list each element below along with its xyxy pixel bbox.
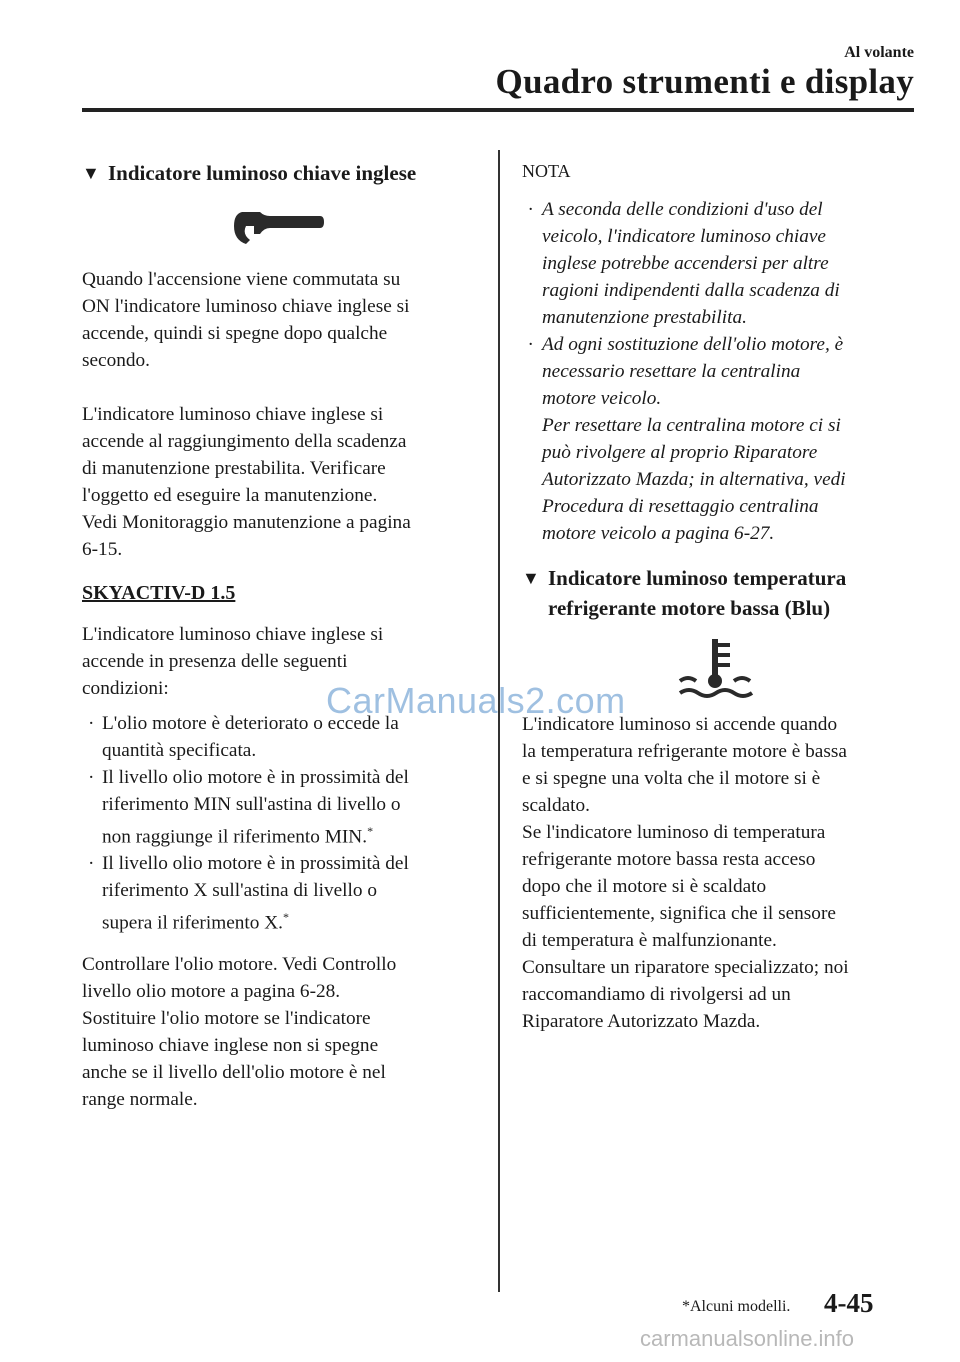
page-number: 4-45 <box>824 1288 874 1318</box>
section-heading-wrench: ▼ Indicatore luminoso chiave inglese <box>82 158 474 188</box>
right-column <box>522 158 914 1035</box>
paragraph-1: Quando l'accensione viene commutata su ON l'indicatore luminoso chiave inglese si accende, quindi si spegne dopo qualche secondo. <box>82 269 410 371</box>
subheading-skyactiv: SKYACTIV-D 1.5 <box>82 582 236 604</box>
watermark: CarManuals2.com <box>326 680 626 721</box>
paragraph-3: L'indicatore luminoso chiave inglese si accende in presenza delle seguenti condizioni: <box>82 624 384 699</box>
left-column <box>82 158 474 1113</box>
header-rule <box>82 108 914 112</box>
site-watermark: carmanualsonline.info <box>640 1326 855 1351</box>
page-title: Quadro strumenti e display <box>495 62 914 101</box>
list-item: · A seconda delle condizioni d'uso del veicolo, l'indicatore luminoso chiave inglese potrebbe accendersi per altre ragioni indipendenti dalla scadenza di manutenzione prestabilita. <box>528 199 840 328</box>
header-section: Al volante <box>844 44 914 61</box>
list-item: · Il livello olio motore è in prossimità del riferimento MIN sull'astina di livello o non raggiunge il riferimento MIN.* <box>88 767 409 848</box>
triangle-bullet-icon: ▼ <box>522 568 540 588</box>
triangle-bullet-icon: ▼ <box>82 163 100 183</box>
list-item: · L'olio motore è deteriorato o eccede la quantità specificata. <box>88 713 399 761</box>
wrench-icon <box>230 204 326 252</box>
bullet-list <box>82 710 474 937</box>
section-heading-coolant: ▼ Indicatore luminoso temperatura refrigerante motore bassa (Blu) <box>522 563 914 623</box>
list-item: · Il livello olio motore è in prossimità del riferimento X sull'astina di livello o supera il riferimento X.* <box>88 853 409 934</box>
note-label: NOTA <box>522 161 571 181</box>
paragraph-2: L'indicatore luminoso chiave inglese si accende al raggiungimento della scadenza di manutenzione prestabilita. Verificare l'oggetto ed eseguire la manutenzione. Vedi Monitoraggio manutenzione a pagina 6-15. <box>82 404 411 560</box>
note-list <box>522 196 914 547</box>
paragraph-4: Controllare l'olio motore. Vedi Controllo livello olio motore a pagina 6-28. Sostituire l'olio motore se l'indicatore luminoso chiave inglese non si spegne anche se il livello dell'olio motore è nel range normale. <box>82 953 397 1110</box>
footer-note: *Alcuni modelli. <box>682 1298 791 1315</box>
coolant-temperature-icon <box>670 637 766 701</box>
paragraph-coolant: L'indicatore luminoso si accende quando la temperatura refrigerante motore è bassa e si spegne una volta che il motore si è scaldato. Se l'indicatore luminoso di temperatura refrigerante motore bassa resta acceso dopo che il motore si è scaldato sufficientemente, significa che il sensore di temperatura è malfunzionante. Consultare un riparatore specializzato; noi raccomandiamo di rivolgersi ad un Riparatore Autorizzato Mazda. <box>522 714 849 1032</box>
list-item: · Ad ogni sostituzione dell'olio motore, è necessario resettare la centralina motore veicolo. Per resettare la centralina motore ci si può rivolgere al proprio Riparatore Autorizzato Mazda; in alternativa, vedi Procedura di resettaggio centralina motore veicolo a pagina 6-27. <box>528 334 846 544</box>
